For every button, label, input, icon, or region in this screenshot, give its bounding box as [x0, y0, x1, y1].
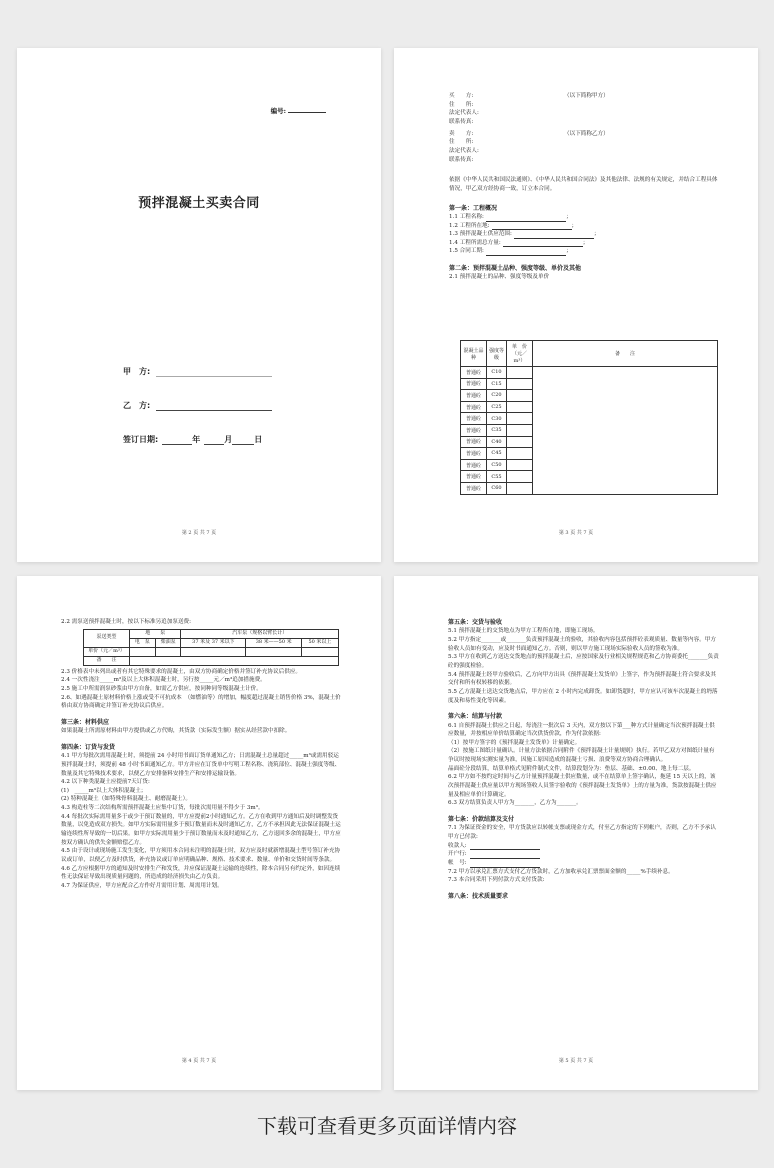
- grade-row: 普通砼 C20: [461, 390, 718, 402]
- article-3-title: 第三条：材料供应: [61, 718, 110, 726]
- party-b-line: 乙 方:: [123, 400, 272, 411]
- article-6-title: 第六条：结算与付款: [448, 713, 503, 721]
- article-1-title: 第一条：工程概况: [449, 204, 498, 212]
- intro-text: 依据《中华人民共和国民法通则》、《中华人民共和国合同法》及其他法律、法规的有关规定，并结合工程具体情况，甲乙双方经协商一致，订立本合同。: [449, 177, 718, 192]
- grade-price-table: [460, 340, 718, 495]
- number-line: [288, 112, 326, 113]
- article-4-title: 第四条：订货与发货: [61, 743, 116, 751]
- grade-row: 普通砼 C50: [461, 459, 718, 471]
- article-1-item: 1.2 工程所在地: ；: [449, 222, 578, 229]
- pump-fee-table: 泵送类型 地 泵 汽车泵（规格以臂长计） 电 泵 柴油泵 37 米及 37 米以下 38 米——50 米 50 米以上 单价（元／m³） 备 注: [83, 629, 339, 666]
- page-footer: 第 2 页 共 7 页: [181, 530, 217, 536]
- contract-title: 预拌混凝土买卖合同: [138, 196, 260, 211]
- article-2-title: 第二条：预拌混凝土品种、强度等级、单价及其他: [449, 265, 582, 273]
- grade-row: 普通砼 C15: [461, 378, 718, 390]
- buyer-line: 买 方: （以下简称甲方）: [449, 93, 609, 99]
- col-grade-head: 强度等级: [487, 341, 507, 367]
- party-a-line: 甲 方:: [123, 366, 272, 377]
- article-1-list: [449, 213, 719, 256]
- sign-date: 签订日期: 年 月 日: [123, 435, 263, 444]
- article-1-item: 1.3 预拌混凝土供应范围: ；: [449, 231, 600, 238]
- col-remark-head: 备 注: [533, 341, 718, 367]
- grade-row: 普通砼 C30: [461, 413, 718, 425]
- page-footer: 第 3 页 共 7 页: [558, 530, 594, 536]
- article-7-title: 第七条：价款结算及支付: [448, 816, 515, 824]
- article-8-title: 第八条：技术质量要求: [448, 892, 509, 900]
- grade-row: 普通砼 C25: [461, 401, 718, 413]
- page-footer: 第 4 页 共 7 页: [181, 1058, 217, 1064]
- article-2-sub: 2.1 预拌混凝土的品种、强度等级及单价: [449, 274, 550, 281]
- bank-line: 开户行:: [448, 850, 720, 859]
- account-line: 帐 号:: [448, 859, 720, 868]
- page-pumping: [17, 576, 381, 1090]
- grade-row: 普通砼 C40: [461, 436, 718, 448]
- page-parties: [394, 48, 758, 562]
- cover-page: [17, 48, 381, 562]
- article-1-item: 1.4 工程所需总方量: ；: [449, 239, 589, 246]
- grade-row: 普通砼 C55: [461, 471, 718, 483]
- grade-row: 普通砼 C10: [461, 367, 718, 379]
- seller-line: 卖 方: （以下简称乙方）: [449, 130, 609, 137]
- download-more-banner[interactable]: 下载可查看更多页面详情内容: [257, 1114, 517, 1138]
- payee-line: 收款人:: [448, 842, 720, 851]
- contract-number: 编号:: [271, 106, 326, 115]
- page-delivery: [394, 576, 758, 1090]
- article-1-item: 1.5 合同工期: ；: [449, 248, 572, 255]
- col-price-head: 单 价（元／m³）: [507, 341, 533, 367]
- grade-row: 普通砼 C45: [461, 448, 718, 460]
- page3-body: 2.2 需泵送预拌混凝土时，按以下标准另追加泵送费: 泵送类型 地 泵 汽车泵（规格以臂长计） 电 泵 柴油泵 37 米及 37 米以下 38 米——50 米 50 米以上 单价（元／m³） 备 注 2.3 价格表中未列出或者有其它特殊要求的混凝土，由双方协商确定价格并签订补充协议后供应。 2.4 一次性浇注_____m³及以上大体积混凝土时，另行按_____元／m³追加措施费。 2.5 施工中所需润泵砂浆由甲方自备，如需乙方供应，按同种同等级混凝土计价。 2.6、如遇混凝土原材料价格上涨或受不可抗成本 （如燃油等）的增加，幅度超过混凝土销售价格 3%，混凝土价格由双方协商确定并签订补充协议后供应。 第三条：材料供应 如果混凝土所需原材料由甲方提供或乙方代购，其货款（实际发生额）据实从经营款中扣除。 第四条：订货与发货 4.1 甲方每批次需用混凝土时，须提前 24 小时用书面订货单通知乙方；日需混凝土总量超过_____m³或需用驳运预拌混凝土时，须提前 48 小时书面通知乙方。甲方并应在订货单中写明工程名称、浇筑部位、混凝土强度等级、数量及其它特殊技术要求，以便乙方安排备料安排生产和安排运输设备。 4.2 以下种类混凝土应提前7天订货: (1) _____m³以上大体积混凝土； (2) 特种混凝土（如特殊骨料混凝土、耐磨混凝土）。 4.3 构造柱等二次结构所需预拌混凝土应集中订货，每批次需用量不得少于 3m³。 4.4 每批次实际需用量多于或少于预订数量的，甲方应提前2小时通知乙方。乙方在收到甲方通知后及时调整发货数量，以免造成双方损失。如甲方实际需用量多于预订数量而未及时通知乙方，乙方不承担因此无法保证混凝土运输连续性所导致的一切后果。如甲方实际需用量少于预订数量而未及时通知乙方，乙方退回多余的混凝土，甲方应按双方确认的供失金额赔偿乙方。 4.5 由于设计或现场施工发生变化，甲方须用本合同未注明的混凝土时，双方应及时就新增混凝土型号签订补充协议或订单，以便乙方及时供货，补充协议或订单应明确品种、规格、技术要求、数量、单价和交货时间等条款。 4.6 乙方应根据甲方的通知及时安排生产和发货，并应保证混凝土运输的连续性，除本合同另有约定外，如因连续性无法保证导致出现质量问题的，所造成的经济损失由乙方负责。 4.7 为保证供应，甲方应配合乙方作好月需用计划、周需用计划。: [61, 619, 341, 890]
- col-kind-head: 混凝土品 种: [461, 341, 487, 367]
- grade-row: 普通砼 C60: [461, 482, 718, 494]
- article-1-item: 1.1 工程名称: ；: [449, 213, 572, 220]
- party-b-underline: [156, 402, 272, 411]
- page4-body: 第五条：交货与验收 5.1 预拌混凝土的交货地点为甲方工程所在地，即施工现场。 5.2 甲方指定_______或_______负责预拌混凝土的验收，其验收内容包括预拌砼表观质量、数量等内容。甲方验收人员如有变动，应及时书面通知乙方。否则，则以甲方施工现场实际验收人员的签收为准。 5.3 甲方在收到乙方送达交货地点的预拌混凝土后，应按国家及行业相关规程规范和乙方协商委托_______负责砼的强度检验。 5.4 预拌混凝土经甲方验收后，乙方向甲方出具《预拌混凝土发货单》上签字，作为预拌混凝土符合要求及其交付和所有权转移的依据。 5.5 乙方混凝土送达交货地点后，甲方应在 2 小时内完成卸货。如卸货超时，甲方应认可该车次混凝土的坍落度及和易性变化等因素。 第六条：结算与付款 6.1 自预拌混凝土供应之日起，每浇注一批次后 3 天内，双方按以下第___种方式计量确定当次预拌混凝土供应数量，并按相应单价结算确定当次供货价款，作为付款依据: （1）按甲方签字的《预拌混凝土发货单》计量确定。 （2）按施工图纸计量确认。计量方法依据合同附件《预拌混凝土计量规则》执行。若甲乙双方对图纸计量有争议时按现场实测实量为准，因施工原因造成的混凝土亏损、浪费等双方协商合理确认。 晶面砼分段结算，结算单格式见附件制式文件，结算段划分为：垫层、基础、±0.00、地上每二层。 6.2 甲方如不按约定时间与乙方计量预拌混凝土供应数量，或不在结算单上签字确认，拖延 15 天以上的，该次预拌混凝土供应量以甲方现场签收人员签字验收的《预拌混凝土发货单》上的方量为准，货款按混凝土供应量及相应单价计算确定。 6.3 双方结算负责人甲方为_______，乙方为_______。 第七条：价款结算及支付 7.1 为保证资金的安全，甲方货款应以转帐支票或现金方式，付至乙方指定的下列帐户，否则，乙方不予承认甲方已付款: 收款人: 开户行: 帐 号: 7.2 甲方以承兑汇票方式支付乙方货款时，乙方加收承兑汇票票面金额的_____%手续补息。 7.3 本合同采用下列付款方式支付货款: 第八条：技术质量要求: [448, 619, 719, 900]
- parties-block: 买 方: （以下简称甲方） 住 所: 法定代表人: 联系传真: 卖 方: （以下简称乙方） 住 所: 法定代表人: 联系传真: 依据《中华人民共和国民法通则》、《中华人民共和国合同法》及其他法律、法规的有关规定，并结合工程具体情况，甲乙双方经协商一致，订立本合同。 第一条：工程概况 1.1 工程名称: ； 1.2 工程所在地: ； 1.3 预拌混凝土供应范围: ； 1.4 工程所需总方量: ； 1.5 合同工期: ； 第二条：预拌混凝土品种、强度等级、单价及其他 2.1 预拌混凝土的品种、强度等级及单价: [449, 93, 718, 281]
- article-5-title: 第五条：交货与验收: [448, 619, 503, 626]
- page-footer: 第 5 页 共 7 页: [558, 1058, 594, 1064]
- party-a-underline: [156, 368, 272, 377]
- grade-row: 普通砼 C35: [461, 424, 718, 436]
